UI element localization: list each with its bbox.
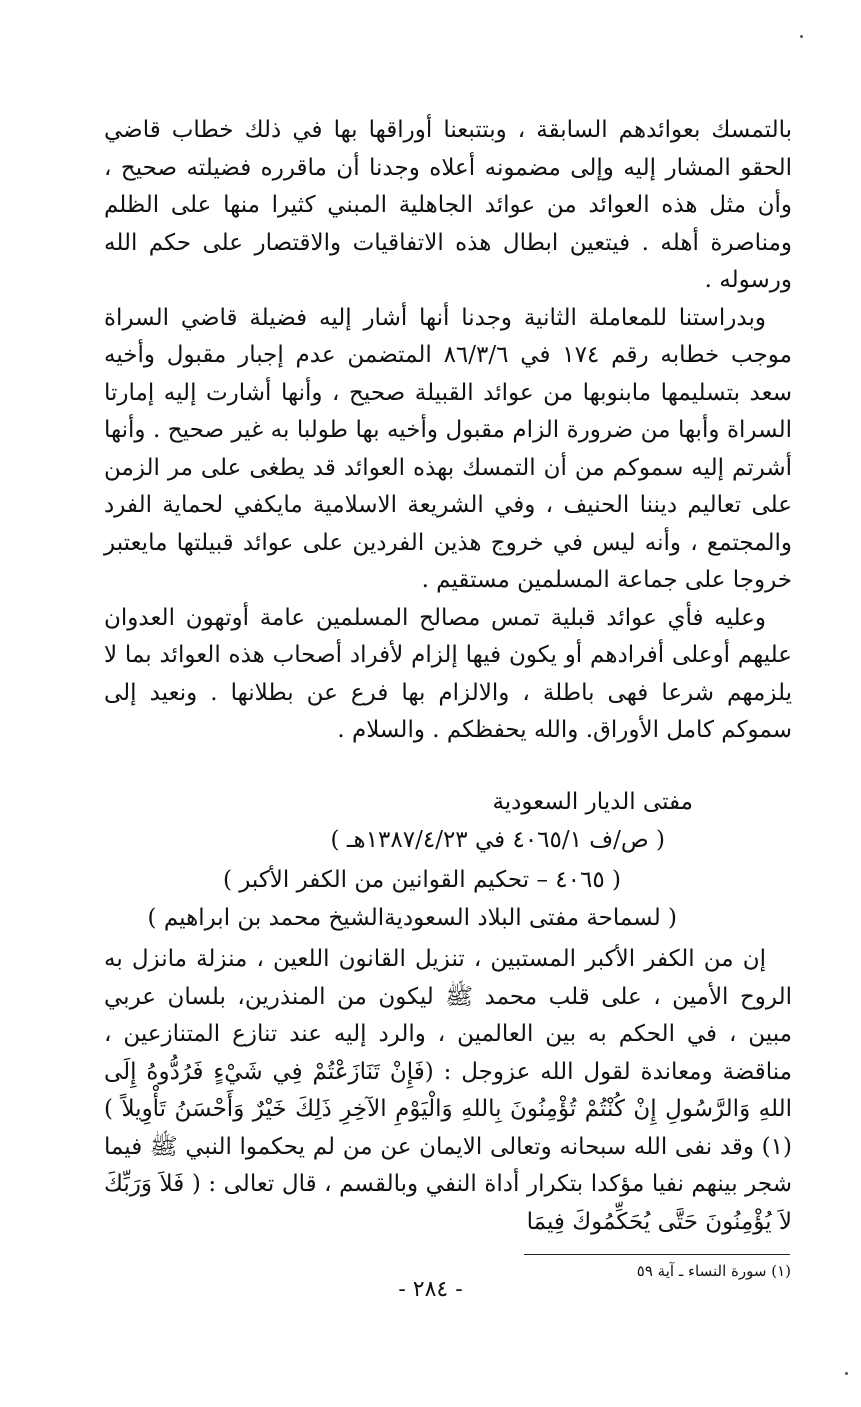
body-paragraph-2: وبدراستنا للمعاملة الثانية وجدنا أنها أشار إليه فضيلة قاضي السراة موجب خطابه رقم ١٧٤ في ٨٦/٣/٦ المتضمن عدم إجبار مقبول وأخيه سعد بتسليمها مابنوبها من عوائد القبيلة صحيح ، وأنها أشارت إليه إمارتا السراة وأبها من ضرورة الزام مقبول وأخيه بها طولبا به غير صحيح . وأنها أشرتم إليه سموكم من أن التمسك بهذه العوائد قد يطغى على مر الزمن على تعاليم ديننا الحنيف ، وفي الشريعة الاسلامية مايكفي لحماية الفرد والمجتمع ، وأنه ليس في خروج هذين الفردين على عوائد قبيلتها مايعتبر خروجا على جماعة المسلمين مستقيم . (104, 304, 792, 593)
signature-line: مفتى الديار السعودية (492, 789, 693, 815)
body-paragraph-3: وعليه فأي عوائد قبلية تمس مصالح المسلمين عامة أوتهون العدوان عليهم أوعلى أفرادهم أو يكون فيها إلزام لأفراد أصحاب هذه العوائد بما لا يلزمهم شرعا فهى باطلة ، والالزام بها فرع عن بطلانها . ونعيد إلى سموكم كامل الأوراق. والله يحفظكم . والسلام . (104, 604, 792, 743)
scan-speck-top (800, 35, 803, 38)
body-paragraph-4: إن من الكفر الأكبر المستبين ، تنزيل القانون اللعين ، منزلة مانزل به الروح الأمين ، على قلب محمد ﷺ ليكون من المنذرين، بلسان عربي مبين ، في الحكم به بين العالمين ، والرد إليه عند تنازع المتنازعين ، مناقضة ومعاندة لقول الله عزوجل : (فَإِنْ تَنَازَعْتُمْ فِي شَيْءٍ فَرُدُّوهُ إِلَى اللهِ وَالرَّسُولِ إِنْ كُنْتُمْ تُؤْمِنُونَ بِاللهِ وَالْيَوْمِ الآخِرِ ذَلِكَ خَيْرٌ وَأَحْسَنُ تَأْوِيلاً )(١) وقد نفى الله سبحانه وتعالى الايمان عن من لم يحكموا النبي ﷺ فيما شجر بينهم نفيا مؤكدا بتكرار أداة النفي وبالقسم ، قال تعالى : ( فَلاَ وَرَبِّكَ لاَ يُؤْمِنُونَ حَتَّى يُحَكِّمُوكَ فِيمَا (104, 946, 792, 1235)
page-number: - ٢٨٤ - (398, 1277, 463, 1302)
footnote-text: (١) سورة النساء ـ آية ٥٩ (636, 1262, 791, 1280)
upper-text-block (104, 112, 792, 750)
reference-line: ( ص/ف ٤٠٦٥/١ في ١٣٨٧/٤/٢٣هـ ) (330, 827, 665, 853)
scan-speck-right (845, 1372, 848, 1375)
section-heading: ( ٤٠٦٥ – تحكيم القوانين من الكفر الأكبر ) (222, 867, 621, 893)
lower-text-block (104, 941, 792, 1241)
section-subheading: ( لسماحة مفتى البلاد السعوديةالشيخ محمد بن ابراهيم ) (147, 905, 677, 931)
body-paragraph-1: بالتمسك بعوائدهم السابقة ، وبتتبعنا أوراقها بها في ذلك خطاب قاضي الحقو المشار إليه وإلى مضمونه أعلاه وجدنا أن ماقرره فضيلته صحيح ، وأن مثل هذه العوائد من عوائد الجاهلية المبني كثيرا منها على الظلم ومناصرة أهله . فيتعين ابطال هذه الاتفاقيات والاقتصار على حكم الله ورسوله . (104, 117, 792, 293)
footnote-divider (524, 1254, 790, 1255)
